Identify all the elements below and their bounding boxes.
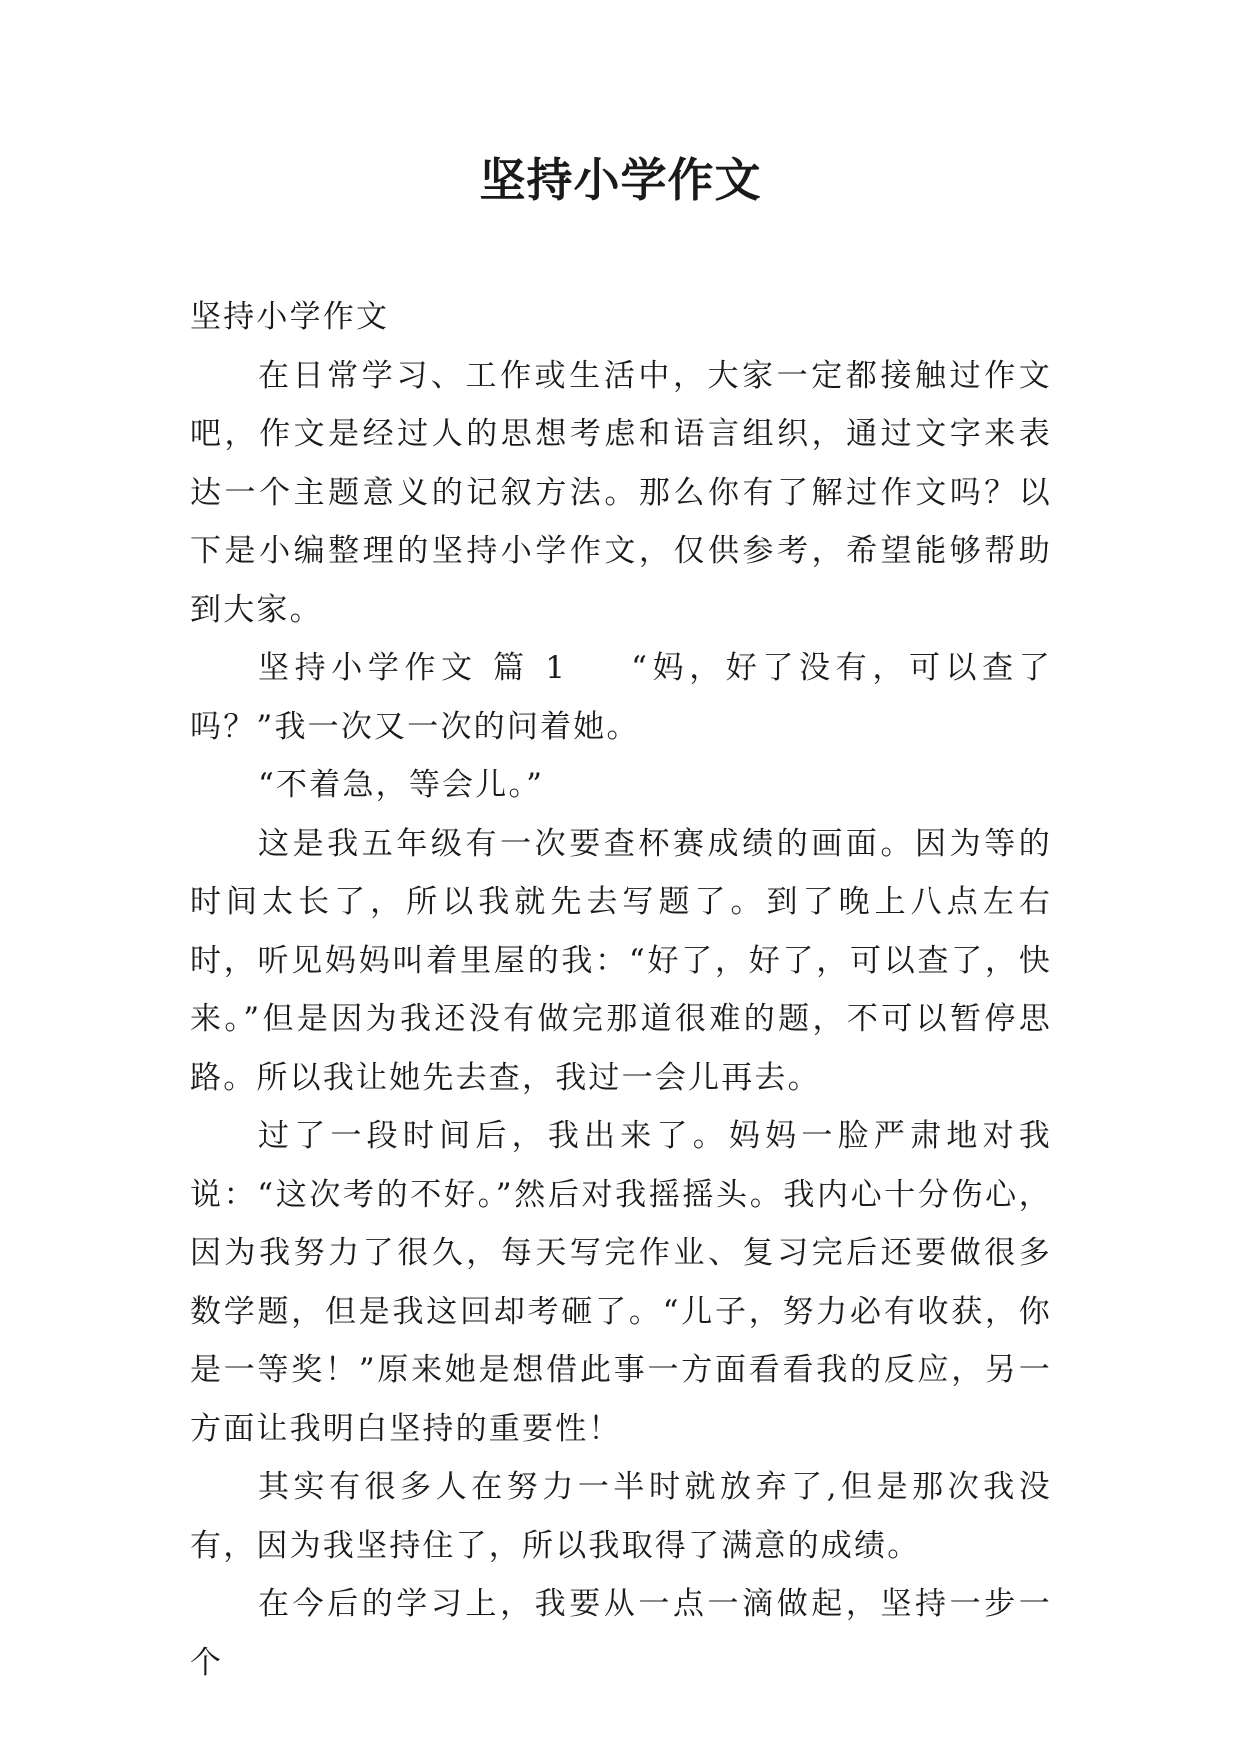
intro-paragraph: 在日常学习、工作或生活中，大家一定都接触过作文吧，作文是经过人的思想考虑和语言组织，通过文字来表达一个主题意义的记叙方法。那么你有了解过作文吗？以下是小编整理的坚持小学作文，仅供参考，希望能够帮助到大家。: [190, 357, 1052, 628]
section-first-text: “妈，好了没有，可以查了吗？”我一次又一次的问着她。: [190, 650, 1052, 745]
paragraph-4: 过了一段时间后，我出来了。妈妈一脸严肃地对我说：“这次考的不好。”然后对我摇摇头。我内心十分伤心，因为我努力了很久，每天写完作业、复习完后还要做很多数学题，但是我这回却考砸了。“儿子，努力必有收获，你是一等奖！”原来她是想借此事一方面看看我的反应，另一方面让我明白坚持的重要性！: [190, 1118, 1052, 1447]
section-heading: 坚持小学作文 篇 1: [258, 650, 568, 686]
document-body: [190, 288, 1052, 1692]
paragraph-2: “不着急，等会儿。”: [258, 767, 545, 803]
paragraph-5: 其实有很多人在努力一半时就放弃了,但是那次我没有，因为我坚持住了，所以我取得了满意的成绩。: [190, 1469, 1052, 1564]
document-title: 坚持小学作文: [479, 153, 762, 207]
section-paragraph: [190, 639, 1052, 756]
paragraph-6: 在今后的学习上，我要从一点一滴做起，坚持一步一个: [190, 1586, 1052, 1681]
document-subtitle: 坚持小学作文: [190, 299, 390, 335]
paragraph-3: 这是我五年级有一次要查杯赛成绩的画面。因为等的时间太长了，所以我就先去写题了。到了晚上八点左右时，听见妈妈叫着里屋的我：“好了，好了，可以查了，快来。”但是因为我还没有做完那道很难的题，不可以暂停思路。所以我让她先去查，我过一会儿再去。: [190, 825, 1052, 1096]
